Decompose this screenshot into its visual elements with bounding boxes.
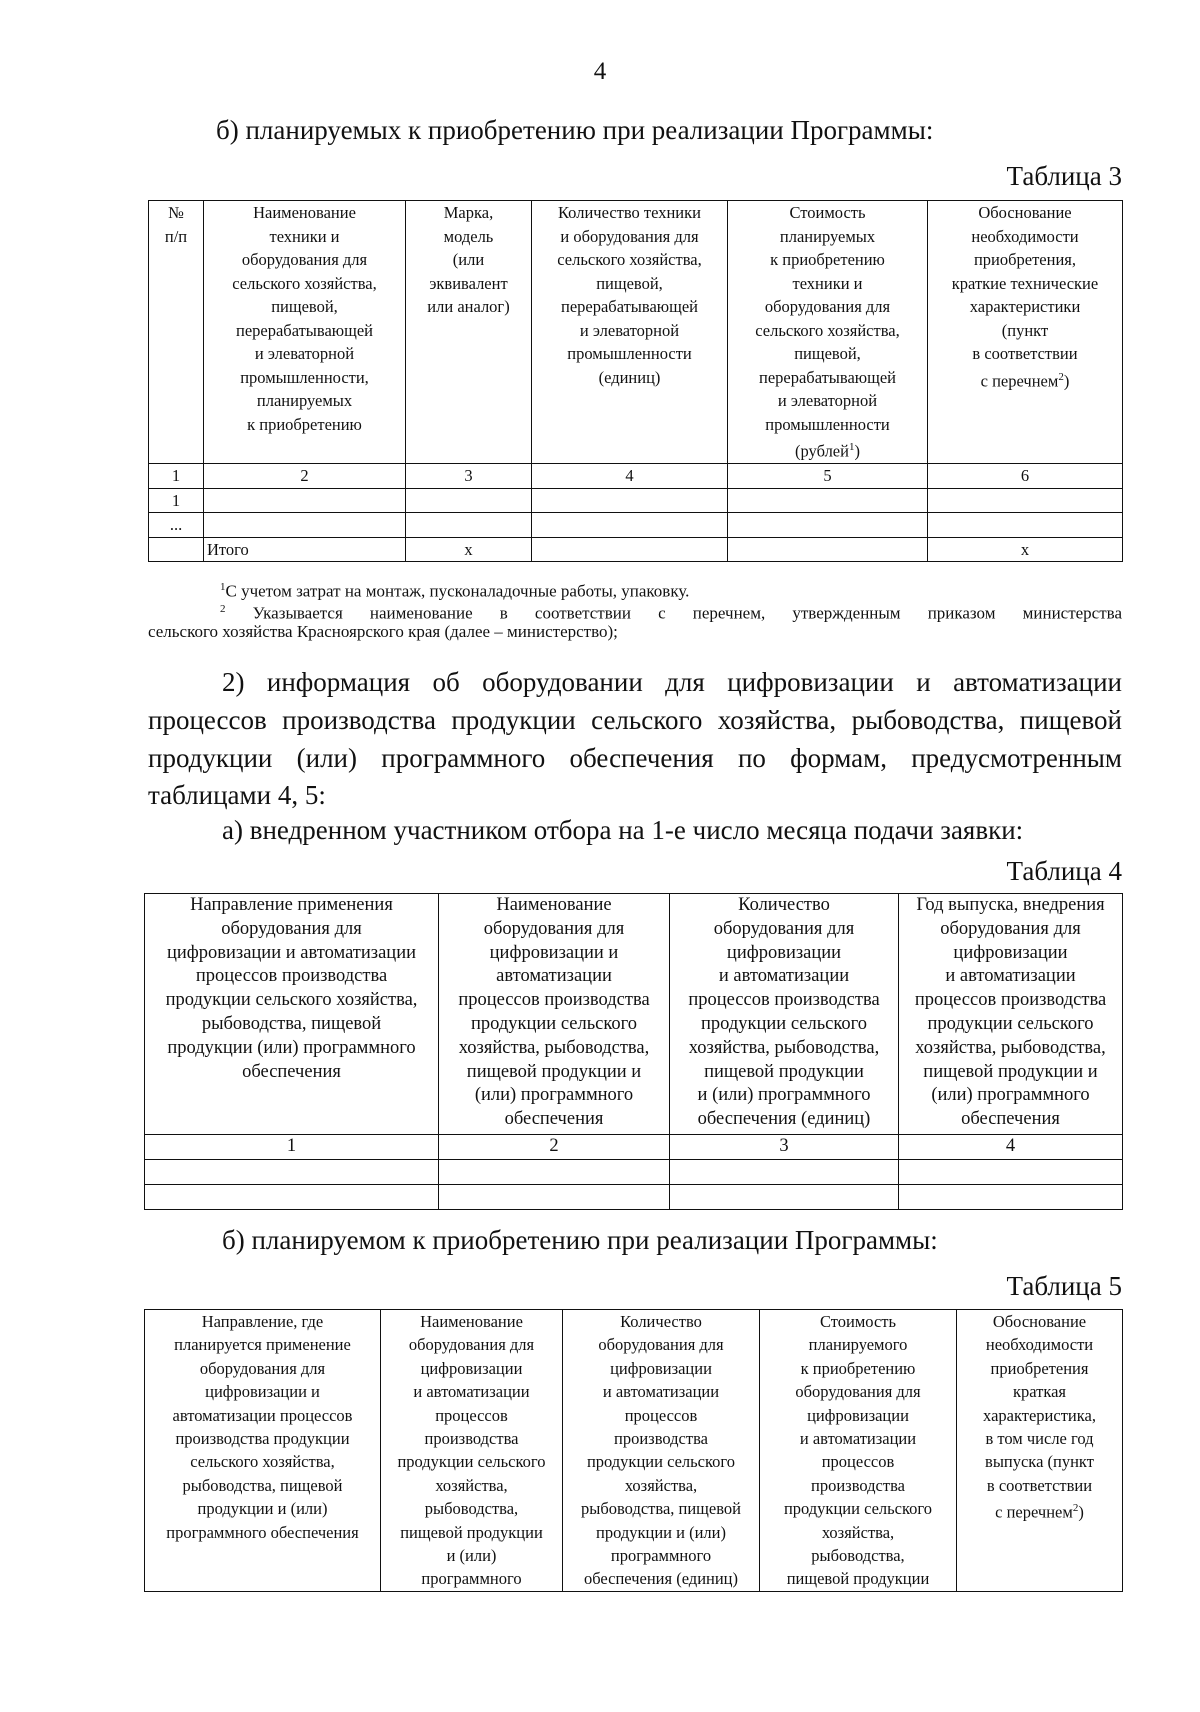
table3-col-num: 1 [149, 464, 204, 489]
table4-col-num: 2 [439, 1135, 670, 1160]
table5 [144, 1309, 1123, 1592]
table3-number-row [149, 464, 1123, 489]
table3-col-num: 4 [532, 464, 728, 489]
footnote-ref-2: 2 [1058, 370, 1064, 383]
footnote-2: $^2$ Указывается наименование в соответствии с перечнем, утвержденным приказом министерства [220, 603, 1123, 623]
table3-col-num: 6 [928, 464, 1123, 489]
table-row [149, 488, 1123, 513]
table3-total-row [149, 537, 1123, 562]
table-cell [728, 537, 928, 562]
footnote-1: $^1$С учетом затрат на монтаж, пусконаладочные работы, упаковку. [220, 581, 690, 601]
total-label: Итого [204, 537, 406, 562]
table5-caption: Таблица 5 [1006, 1271, 1122, 1301]
heading-planned-digital-equipment: б) планируемом к приобретению при реализации Программы: [222, 1225, 938, 1255]
table3-header-number: № п/п [149, 201, 204, 464]
table-cell [406, 488, 532, 513]
table-cell: 1 [149, 488, 204, 513]
table-cell [439, 1185, 670, 1210]
table-cell: x [406, 537, 532, 562]
paragraph2-line4: таблицами 4, 5: [148, 780, 326, 810]
table-cell [145, 1185, 439, 1210]
table4-header-year: Год выпуска, внедрения оборудования для цифровизации и автоматизации процессов производства продукции сельского хозяйства, рыбоводства, пищевой продукции и (или) программного обеспечения [899, 894, 1123, 1135]
table4-header-quantity: Количество оборудования для цифровизации и автоматизации процессов производства продукции сельского хозяйства, рыбоводства, пищевой продукции и (или) программного обеспечения (единиц) [670, 894, 899, 1135]
table3-col-num: 3 [406, 464, 532, 489]
paragraph2-line3: продукции (или) программного обеспечения по формам, предусмотренным [148, 743, 1122, 773]
table-cell [670, 1185, 899, 1210]
table4-col-num: 3 [670, 1135, 899, 1160]
table-cell [928, 488, 1123, 513]
table-cell [532, 537, 728, 562]
table4-header-direction: Направление применения оборудования для цифровизации и автоматизации процессов производства продукции сельского хозяйства, рыбоводства, пищевой продукции (или) программного обеспечения [145, 894, 439, 1135]
table3-col-num: 2 [204, 464, 406, 489]
table-cell [532, 488, 728, 513]
table5-header-name: Наименование оборудования для цифровизации и автоматизации процессов производства продукции сельского хозяйства, рыбоводства, пищевой продукции и (или) программного [381, 1310, 563, 1592]
table5-header-cost: Стоимость планируемого к приобретению оборудования для цифровизации и автоматизации процессов производства продукции сельского хозяйства, рыбоводства, пищевой продукции [760, 1310, 957, 1592]
table-cell: ... [149, 513, 204, 538]
table5-header-justification: Обоснование необходимости приобретения краткая характеристика, в том числе год выпуска (пункт в соответствии с перечнем$^2$) [957, 1310, 1123, 1592]
table4-caption: Таблица 4 [1006, 856, 1122, 886]
table-row [145, 1185, 1123, 1210]
paragraph2-line2: процессов производства продукции сельского хозяйства, рыбоводства, пищевой [148, 705, 1122, 735]
footnote-ref-2: 2 [1072, 1502, 1079, 1515]
table-cell [899, 1160, 1123, 1185]
table-cell [406, 513, 532, 538]
table4-number-row [145, 1135, 1123, 1160]
table-cell [145, 1160, 439, 1185]
footnote-ref-1: 1 [848, 441, 855, 453]
table-cell: x [928, 537, 1123, 562]
table-cell [670, 1160, 899, 1185]
table-cell [928, 513, 1123, 538]
table3 [148, 200, 1123, 562]
table4-header-name: Наименование оборудования для цифровизации и автоматизации процессов производства продукции сельского хозяйства, рыбоводства, пищевой продукции и (или) программного обеспечения [439, 894, 670, 1135]
footnote-2-continued: сельского хозяйства Красноярского края (далее – министерство); [148, 622, 618, 641]
table4-col-num: 1 [145, 1135, 439, 1160]
table-cell [532, 513, 728, 538]
table-cell [439, 1160, 670, 1185]
table-row [149, 513, 1123, 538]
table3-header-justification: Обоснование необходимости приобретения, краткие технические характеристики (пункт в соответствии с перечнем$^2$) [928, 201, 1123, 464]
table5-header-direction: Направление, где планируется применение оборудования для цифровизации и автоматизации процессов производства продукции сельского хозяйства, рыбоводства, пищевой продукции и (или) программного обеспечения [145, 1310, 381, 1592]
table5-header-quantity: Количество оборудования для цифровизации и автоматизации процессов производства продукции сельского хозяйства, рыбоводства, пищевой продукции и (или) программного обеспечения (единиц) [563, 1310, 760, 1592]
table3-col-num: 5 [728, 464, 928, 489]
heading-planned-equipment: б) планируемых к приобретению при реализации Программы: [216, 115, 934, 145]
table-cell [728, 513, 928, 538]
table4-col-num: 4 [899, 1135, 1123, 1160]
table-cell [149, 537, 204, 562]
heading-implemented-equipment: а) внедренном участником отбора на 1-е число месяца подачи заявки: [222, 815, 1024, 845]
table3-header-cost: Стоимость планируемых к приобретению техники и оборудования для сельского хозяйства, пищевой, перерабатывающей и элеваторной промышленности (рублей$^1$) [728, 201, 928, 464]
page-number: 4 [593, 58, 607, 85]
table-cell [204, 513, 406, 538]
table-cell [204, 488, 406, 513]
table-row [145, 1160, 1123, 1185]
table4 [144, 893, 1123, 1210]
table-cell [899, 1185, 1123, 1210]
table3-caption: Таблица 3 [1006, 161, 1122, 191]
table3-header-brand: Марка, модель (или эквивалент или аналог) [406, 201, 532, 464]
paragraph2-line1: 2) информация об оборудовании для цифровизации и автоматизации [222, 667, 1122, 697]
table3-header-quantity: Количество техники и оборудования для сельского хозяйства, пищевой, перерабатывающей и элеваторной промышленности (единиц) [532, 201, 728, 464]
table-cell [728, 488, 928, 513]
table3-header-name: Наименование техники и оборудования для сельского хозяйства, пищевой, перерабатывающей и элеваторной промышленности, планируемых к приобретению [204, 201, 406, 464]
